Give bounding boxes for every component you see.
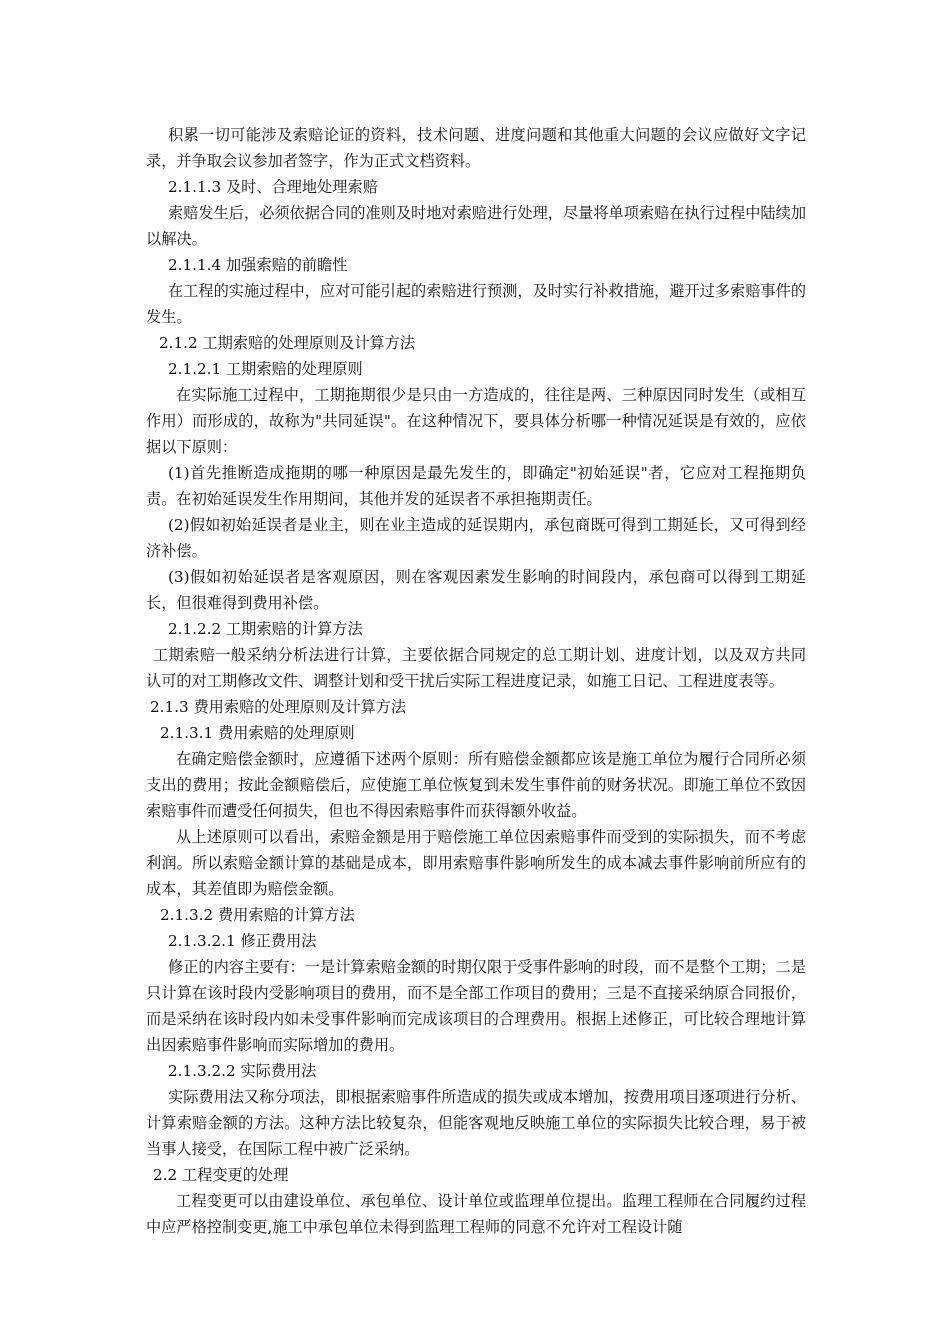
heading-2-1-2: 2.1.2 工期索赔的处理原则及计算方法 [159, 334, 416, 352]
heading-2-1-3-1: 2.1.3.1 费用索赔的处理原则 [160, 724, 355, 742]
paragraph-compensation-principles: 在确定赔偿金额时，应遵循下述两个原则：所有赔偿金额都应该是施工单位为履行合同所必须支出的费用；按此金额赔偿后，应使施工单位恢复到未发生事件前的财务状况。即施工单位不致因索赔事件而遭受任何损失，但也不得因索赔事件而获得额外收益。 [146, 750, 806, 820]
paragraph-principle-2: (2)假如初始延误者是业主，则在业主造成的延误期内，承包商既可得到工期延长，又可得到经济补偿。 [146, 516, 806, 560]
heading-2-1-3-2-2: 2.1.3.2.2 实际费用法 [168, 1062, 317, 1080]
paragraph-principle-3: (3)假如初始延误者是客观原因，则在客观因素发生影响的时间段内，承包商可以得到工期延长，但很难得到费用补偿。 [146, 568, 806, 612]
paragraph-engineering-change: 工程变更可以由建设单位、承包单位、设计单位或监理单位提出。监理工程师在合同履约过程中应严格控制变更,施工中承包单位未得到监理工程师的同意不允许对工程设计随 [146, 1192, 806, 1236]
paragraph-record-materials: 积累一切可能涉及索赔论证的资料，技术问题、进度问题和其他重大问题的会议应做好文字记录，并争取会议参加者签字，作为正式文档资料。 [146, 126, 806, 170]
paragraph-schedule-calculation: 工期索赔一般采纳分析法进行计算，主要依据合同规定的总工期计划、进度计划，以及双方共同认可的对工期修改文件、调整计划和受干扰后实际工程进度记录，如施工日记、工程进度表等。 [146, 646, 806, 690]
heading-2-1-1-3: 2.1.1.3 及时、合理地处理索赔 [168, 178, 378, 196]
paragraph-modified-cost-method: 修正的内容主要有：一是计算索赔金额的时期仅限于受事件影响的时段，而不是整个工期；二是只计算在该时段内受影响项目的费用，而不是全部工作项目的费用；三是不直接采纳原合同报价，而是采纳在该时段内如未受事件影响而完成该项目的合理费用。根据上述修正，可比较合理地计算出因索赔事件影响而实际增加的费用。 [146, 958, 806, 1054]
heading-2-1-3-2-1: 2.1.3.2.1 修正费用法 [168, 932, 317, 950]
paragraph-compensation-basis: 从上述原则可以看出，索赔金额是用于赔偿施工单位因索赔事件而受到的实际损失，而不考虑利润。所以索赔金额计算的基础是成本，即用索赔事件影响所发生的成本减去事件影响前所应有的成本，其差值即为赔偿金额。 [146, 828, 806, 898]
paragraph-principle-1: (1)首先推断造成拖期的哪一种原因是最先发生的，即确定"初始延误"者，它应对工程拖期负责。在初始延误发生作用期间，其他并发的延误者不承担拖期责任。 [146, 464, 806, 508]
heading-2-1-3-2: 2.1.3.2 费用索赔的计算方法 [160, 906, 355, 924]
paragraph-joint-delay: 在实际施工过程中，工期拖期很少是只由一方造成的，往往是两、三种原因同时发生（或相互作用）而形成的，故称为"共同延误"。在这种情况下，要具体分析哪一种情况延误是有效的，应依据以下原则： [146, 386, 806, 456]
document-page [146, 122, 806, 1240]
heading-2-1-2-1: 2.1.2.1 工期索赔的处理原则 [168, 360, 363, 378]
paragraph-forward-looking: 在工程的实施过程中，应对可能引起的索赔进行预测，及时实行补救措施，避开过多索赔事件的发生。 [146, 282, 806, 326]
heading-2-2: 2.2 工程变更的处理 [153, 1166, 289, 1184]
heading-2-1-3: 2.1.3 费用索赔的处理原则及计算方法 [150, 698, 407, 716]
heading-2-1-1-4: 2.1.1.4 加强索赔的前瞻性 [168, 256, 348, 274]
paragraph-timely-handling: 索赔发生后，必须依据合同的准则及时地对索赔进行处理，尽量将单项索赔在执行过程中陆续加以解决。 [146, 204, 806, 248]
heading-2-1-2-2: 2.1.2.2 工期索赔的计算方法 [168, 620, 363, 638]
paragraph-actual-cost-method: 实际费用法又称分项法，即根据索赔事件所造成的损失或成本增加，按费用项目逐项进行分析、计算索赔金额的方法。这种方法比较复杂，但能客观地反映施工单位的实际损失比较合理，易于被当事人接受，在国际工程中被广泛采纳。 [146, 1088, 806, 1158]
